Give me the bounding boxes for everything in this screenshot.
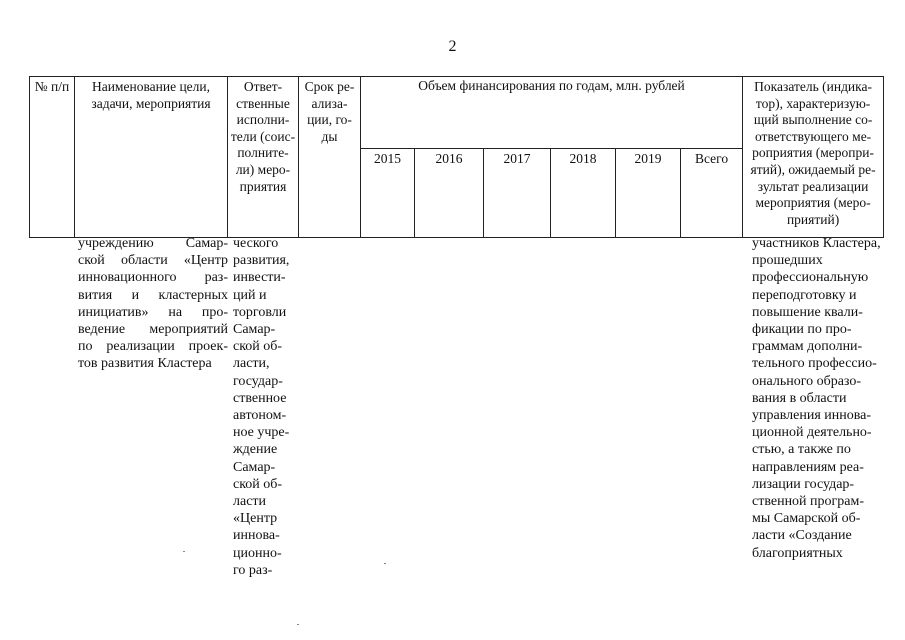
indicator-line: управления иннова- xyxy=(752,408,872,424)
indicator-line: участников Кластера, xyxy=(752,236,881,251)
executor-line: Самар- xyxy=(233,459,276,475)
indicator-line: онального образо- xyxy=(752,373,862,389)
executor-line: ласти xyxy=(233,494,267,510)
executor-line: развития, xyxy=(233,253,290,269)
executor-line: ской об- xyxy=(233,476,283,492)
body-executors-cell xyxy=(233,235,301,579)
executor-line: ческого xyxy=(233,236,279,251)
executor-line: ное учре- xyxy=(233,425,290,441)
name-line: учреждению Самар- xyxy=(78,236,228,251)
executor-line: инвести- xyxy=(233,270,286,286)
indicator-line: повышение квали- xyxy=(752,304,863,320)
executor-line: ственное xyxy=(233,390,287,406)
indicator-line: вания в области xyxy=(752,390,847,406)
program-table xyxy=(29,76,884,238)
header-executors: Ответ-ственные исполни-тели (соис-полните-ли) меро-приятия xyxy=(228,77,299,238)
header-name: Наименование цели, задачи, мероприятия xyxy=(75,77,228,238)
executor-line: го раз- xyxy=(233,562,273,578)
executor-line: ций и xyxy=(233,287,267,303)
name-line: инициатив» на про- xyxy=(78,304,228,320)
scan-speck xyxy=(183,551,185,552)
indicator-line: тельного профессио- xyxy=(752,356,877,372)
page-number: 2 xyxy=(448,38,457,55)
indicator-line: фикации по про- xyxy=(752,322,852,338)
executor-line: государ- xyxy=(233,373,283,389)
header-year-2019: 2019 xyxy=(616,148,681,237)
indicator-line: стью, а также по xyxy=(752,442,851,458)
indicator-line: ционной деятельно- xyxy=(752,425,872,441)
executor-line: торговли xyxy=(233,304,287,320)
indicator-line: мы Самарской об- xyxy=(752,511,861,527)
executor-line: ласти, xyxy=(233,356,270,372)
scan-speck xyxy=(384,563,386,564)
body-name-cell xyxy=(78,235,228,373)
indicator-line: направлениям реа- xyxy=(752,459,864,475)
indicator-line: граммам дополни- xyxy=(752,339,863,355)
header-indicator: Показатель (индика-тор), характеризую-щий выполнение со-ответствующего ме-роприятия (меропри-ятий), ожидаемый ре-зультат реализации мероприятия (меро-приятий) xyxy=(743,77,884,238)
name-line: ведение мероприятий xyxy=(78,322,228,338)
header-year-2015: 2015 xyxy=(361,148,415,237)
header-num: № п/п xyxy=(30,77,75,238)
indicator-line: лизации государ- xyxy=(752,476,855,492)
executor-line: ждение xyxy=(233,442,278,458)
name-line: вития и кластерных xyxy=(78,287,228,303)
indicator-line: ласти «Создание xyxy=(752,528,852,544)
header-year-2017: 2017 xyxy=(484,148,551,237)
executor-line: иннова- xyxy=(233,528,280,544)
indicator-line: ственной програм- xyxy=(752,494,865,510)
indicator-line: прошедших xyxy=(752,253,823,269)
indicator-line: профессиональную xyxy=(752,270,869,286)
name-line: ской области «Центр xyxy=(78,253,228,269)
executor-line: ционно- xyxy=(233,545,282,561)
indicator-line: переподготовку и xyxy=(752,287,857,303)
name-line: по реализации проек- xyxy=(78,339,228,355)
body-indicator-cell xyxy=(752,235,882,562)
name-line: инновационного раз- xyxy=(78,270,228,286)
indicator-line: благоприятных xyxy=(752,545,843,561)
scan-speck xyxy=(297,624,299,625)
header-year-2018: 2018 xyxy=(551,148,616,237)
header-term: Срок ре-ализа-ции, го-ды xyxy=(299,77,361,238)
executor-line: автоном- xyxy=(233,408,287,424)
executor-line: ской об- xyxy=(233,339,283,355)
executor-line: «Центр xyxy=(233,511,278,527)
name-line: тов развития Кластера xyxy=(78,356,212,372)
header-total: Всего xyxy=(681,148,743,237)
header-year-2016: 2016 xyxy=(415,148,484,237)
executor-line: Самар- xyxy=(233,322,276,338)
header-financing: Объем финансирования по годам, млн. рублей xyxy=(361,77,743,149)
